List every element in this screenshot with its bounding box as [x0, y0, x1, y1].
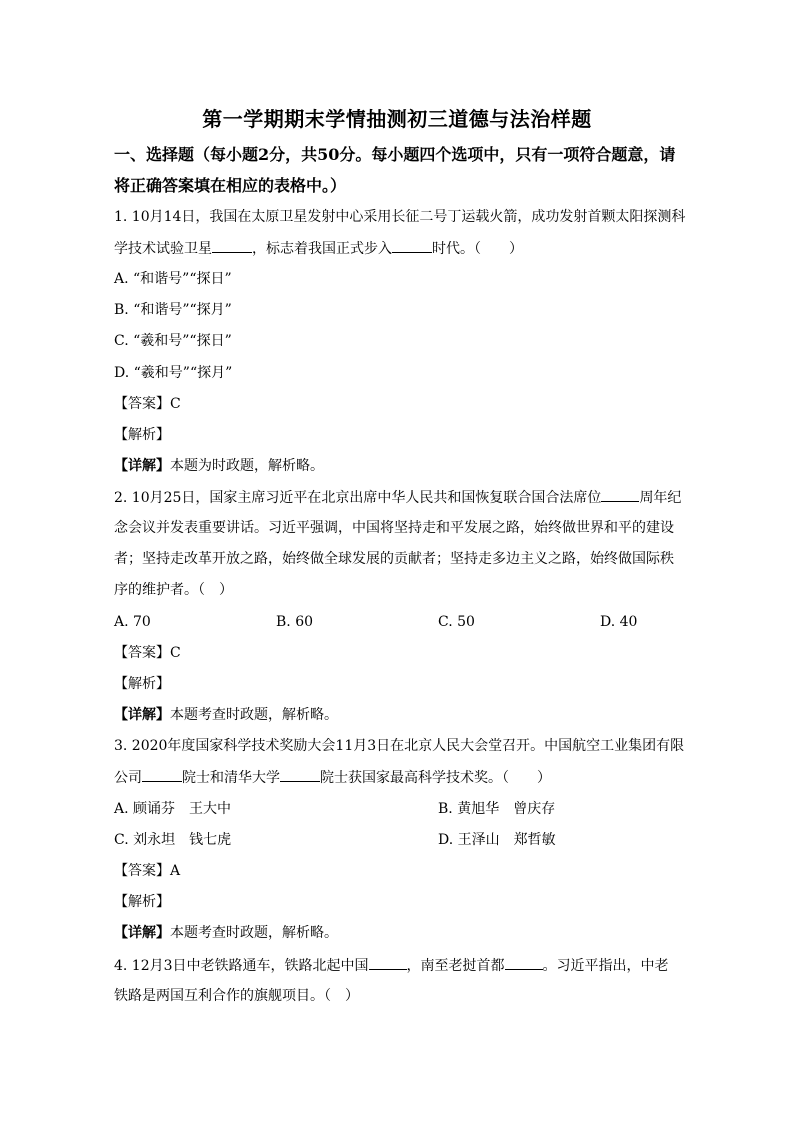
q2-option-b: B. 60 — [276, 614, 314, 630]
q2-option-a: A. 70 — [114, 614, 151, 630]
q3-option-b: B. 黄旭华 曾庆存 — [438, 801, 556, 817]
q1-option-d: D. “羲和号”“探月” — [114, 365, 233, 381]
q3-answer: 【答案】A — [114, 863, 181, 879]
q1-option-b: B. “和谐号”“探月” — [114, 302, 232, 318]
q3-option-d: D. 王泽山 郑哲敏 — [438, 832, 556, 848]
q2-detail-text: 本题考查时政题，解析略。 — [170, 707, 338, 723]
q3-analysis: 【解析】 — [114, 894, 170, 910]
q2-blank-1 — [601, 487, 639, 502]
q4-stem-text-a: 4. 12月3日中老铁路通车，铁路北起中国 — [114, 958, 369, 974]
q2-option-d: D. 40 — [600, 614, 638, 630]
q1-stem-line-1: 1. 10月14日，我国在太原卫星发射中心采用长征二号丁运载火箭，成功发射首颗太阳探测科 — [114, 209, 686, 225]
q2-stem-text-a: 2. 10月25日，国家主席习近平在北京出席中华人民共和国恢复联合国合法席位 — [114, 490, 602, 506]
section-heading-line-2: 将正确答案填在相应的表格中。） — [114, 176, 347, 195]
q1-detail-tag: 【详解】 — [114, 458, 170, 474]
q1-blank-2 — [392, 238, 432, 253]
q2-stem-line-1 — [114, 487, 681, 508]
q4-blank-1 — [369, 955, 407, 970]
q2-stem-line-4: 序的维护者。（ ） — [114, 582, 233, 598]
q2-stem-line-2: 念会议并发表重要讲话。习近平强调，中国将坚持走和平发展之路，始终做世界和平的建设 — [114, 520, 674, 536]
q2-analysis: 【解析】 — [114, 676, 170, 692]
q3-stem-text-a: 公司 — [114, 770, 142, 786]
q1-option-a: A. “和谐号”“探日” — [114, 271, 232, 287]
q2-stem-text-b: 周年纪 — [639, 490, 682, 506]
q4-stem-line-2: 铁路是两国互利合作的旗舰项目。（ ） — [114, 988, 359, 1004]
q2-stem-line-3: 者；坚持走改革开放之路，始终做全球发展的贡献者；坚持走多边主义之路，始终做国际秩 — [114, 551, 674, 567]
q3-stem-text-b: 院士和清华大学 — [182, 770, 280, 786]
q4-stem-text-b: ，南至老挝首都 — [406, 958, 505, 974]
q3-detail — [114, 923, 338, 943]
q1-blank-1 — [212, 238, 252, 253]
q1-stem-line-2 — [114, 238, 523, 259]
page-title: 第一学期期末学情抽测初三道德与法治样题 — [202, 107, 592, 131]
q3-option-c: C. 刘永坦 钱七虎 — [114, 832, 232, 848]
q4-blank-2 — [505, 955, 543, 970]
q3-stem-line-1: 3. 2020年度国家科学技术奖励大会11月3日在北京人民大会堂召开。中国航空工业集团有限 — [114, 738, 685, 754]
q1-stem-text-b: ，标志着我国正式步入 — [252, 241, 392, 257]
q3-option-a: A. 顾诵芬 王大中 — [114, 801, 232, 817]
q1-detail-text: 本题为时政题，解析略。 — [170, 458, 324, 474]
q3-stem-text-c: 院士获国家最高科学技术奖。（ ） — [320, 770, 551, 786]
q2-option-c: C. 50 — [438, 614, 475, 630]
q3-stem-line-2 — [114, 767, 551, 788]
q1-answer: 【答案】C — [114, 396, 181, 412]
section-heading — [114, 139, 694, 201]
q1-stem-text-c: 时代。（ ） — [432, 241, 523, 257]
q1-analysis: 【解析】 — [114, 427, 170, 443]
q3-blank-1 — [142, 767, 182, 782]
q1-option-c: C. “羲和号”“探日” — [114, 333, 232, 349]
q3-detail-tag: 【详解】 — [114, 925, 170, 941]
q3-blank-2 — [280, 767, 320, 782]
q2-detail — [114, 705, 338, 725]
q1-stem-text-a: 学技术试验卫星 — [114, 241, 212, 257]
q2-answer: 【答案】C — [114, 645, 181, 661]
q4-stem-text-c: 。习近平指出，中老 — [542, 958, 669, 974]
q2-detail-tag: 【详解】 — [114, 707, 170, 723]
q4-stem-line-1 — [114, 955, 669, 976]
q1-detail — [114, 456, 324, 476]
q3-detail-text: 本题考查时政题，解析略。 — [170, 925, 338, 941]
section-heading-line-1: 一、选择题（每小题2分，共50分。每小题四个选项中，只有一项符合题意，请 — [114, 145, 676, 164]
